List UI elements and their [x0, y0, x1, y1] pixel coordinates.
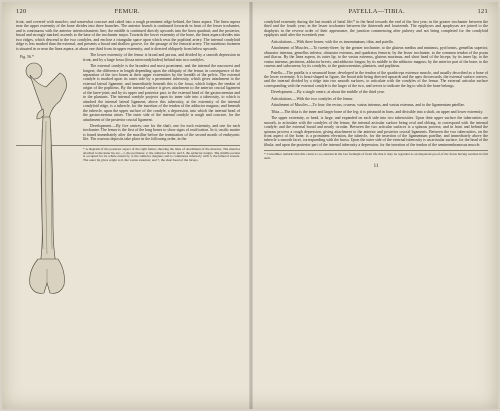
left-paragraph-2: The lower extremity of the femur is broad and porous, and divided by a smooth depression in front, and by a large fossa (fossa intercondyloidea) behind into two condyles. — [83, 52, 240, 62]
right-paragraph-1: condyloid extremity during the last month of fœtal life;* in the head towards the end of the first year; in the greater trochanter between the third and the fourth year; in the lesser trochanter between the thirteenth and fourteenth. The epiphyses and apophyses are joined to the diaphysis in the reverse order of their appearance, the junction commencing after puberty and not being completed for the condyloid epiphysis until after the twentieth year. — [264, 19, 488, 38]
right-footnote: * Cruveilhier remarks that this centre is so constant in the last fortnight of fœtal life that it may be regarded as an important proof of the fœtus having reached its full term. — [264, 152, 488, 161]
left-page — [16, 8, 240, 403]
left-page-number: 120 — [16, 8, 27, 15]
right-paragraph-9: The upper extremity, or head, is large, and expanded on each side into two tuberosities. Upon their upper surface the tuberosities are smooth, to articulate with the condyles of the femur; the internal articular surface being oval and oblong, to correspond with the internal condyle; and the external broad and nearly circular. Between the two articular surfaces is a spinous process; and in front and behind the spinous process a rough depression, giving attachment to the anterior and posterior crucial ligaments. Between the two tuberosities, on the front aspect of the bone, is a prominent elevation, the tubercle, for the insertion of the ligamentum patellae, and immediately above the tubercle a smooth facet, corresponding with the bursa. Upon the outer side of the external tuberosity is an articular surface, for the head of the fibula; and upon the posterior part of the internal tuberosity a depression, for the insertion of the tendon of the semimembranosus muscle. — [264, 115, 488, 147]
left-paragraph-3: The external condyle is the broadest and most prominent, and the internal the narrowest and longest; the difference in length depending upon the obliquity of the femur, in consequence of the separation of the two bones at their upper extremities by the breadth of the pelvis. The external condyle is marked upon its outer side by a prominent tuberosity, which gives attachment to the external lateral ligament; and immediately beneath this is the fossa, which lodges the tendon of origin of the popliteus. By the internal surface it gives attachment to the anterior crucial ligament of the knee-joint; and by its upper and posterior part, to the external head of the gastrocnemius and to the plantaris. The internal condyle projects upon its inner side into a tuberosity, to which is attached the internal lateral ligament; above this tuberosity, at the extremity of the internal condyloid ridge, is a tubercle, for the insertion of the tendon of the adductor magnus; and beneath the tubercle, upon the upper surface of the condyle, a depression, into which the internal head of the gastrocnemius arises. The outer side of the internal condyle is rough and concave, for the attachment of the posterior crucial ligament. — [83, 63, 240, 122]
femur-figure — [16, 55, 78, 305]
book-gutter — [249, 2, 253, 409]
right-running-head — [264, 8, 488, 17]
book-spread — [2, 2, 498, 409]
right-paragraph-8: Tibia.—The tibia is the inner and larger bone of the leg; it is prismoid in form, and divisible into a shaft, an upper and lower extremity. — [271, 108, 484, 114]
right-paragraph-3: Attachment of Muscles.—To twenty-three; by the greater trochanter, to the gluteus medius and minimus, pyriformis, gemellus superior, obturator internus, gemellus inferior, obturator externus, and quadratus femoris; by the lesser trochanter, to the common tendon of the psoas and iliacus. By the linea aspera, its outer lip, to the vastus externus, gluteus maximus, and short head of the biceps; by its inner lip, to the vastus internus, pectineus, adductor brevis, and adductor longus; by its middle to the adductor magnus; by the anterior part of the bone, to the crureus and subcrureus; by its condyles, to the gastrocnemius, plantaris, and popliteus. — [264, 45, 488, 69]
right-page-number: 121 — [477, 8, 488, 15]
left-paragraph-1: front, and covered with muscles; and somewhat concave and raked into a rough prominent ridge behind, the linea aspera. The linea aspera near the upper extremity of the bone divides into three branches. The anterior branch is continued forwards in front of the lesser trochanter, and is continuous with the anterior intertrochanteric line; the middle is continued directly upwards into the linea quadrati; and the posterior, broad and strongly marked, ascends to the base of the trochanter major. Towards the lower extremity of the bone, the linea aspera divides into two ridges, which descend to the two condyles, and enclose a triangular space upon which rests the popliteal artery. The internal condyloid ridge is less marked than the external, and presents a broad and shallow groove, for the passage of the femoral artery. The nutritious foramen is situated in or near the linea aspera, at about one third from its upper extremity, and is directed obliquely from below upwards. — [16, 19, 240, 51]
right-page — [264, 8, 488, 403]
left-running-head — [16, 8, 240, 17]
figure-label: Fig. 56.* — [20, 55, 34, 60]
right-paragraph-4: Patella.—The patella is a sesamoid bone, developed in the tendon of the quadriceps extensor muscle, and usually described as a bone of the lower extremity. It is heart-shaped in figure, the broad side being directed upwards and the apex downwards, the external surface convex, and the internal divided by a ridge into two smooth surfaces, to articulate with the condyles of the femur. The external articular surface corresponding with the external condyle is the larger of the two, and serves to indicate the leg to which the bone belongs. — [264, 69, 488, 88]
right-page-title: PATELLA—TIBIA. — [348, 8, 405, 15]
left-paragraph-4: Development.—By five centres; one for the shaft, one for each extremity, and one for each trochanter. The femur is the first of the long bones to show signs of ossification. In it, ossific matter is found immediately after the maxillae before the termination of the second month of embryonic life. The osseous deposits take place in the following order, in the — [83, 122, 240, 142]
right-paragraph-5: Development.—By a single centre, at about the middle of the third year. — [271, 89, 385, 95]
left-footnote: * A diagram of the posterior aspect of the right femur, showing the lines of attachment of the muscles. The muscles attached to the inner lip are—1, the pectineus; 2, the adductor brevis; and 3, the adductor longus. The middle portion is occupied for its whole extent by 4, the adductor magnus; and is continuous inferiorly with 5, the femoral vessels. The outer lip gives origin to 6, the vastus externus; and 7, the short head of the biceps. — [16, 145, 240, 163]
right-paragraph-2: Articulations.—With three bones; with the os innominatum, tibia, and patella. — [271, 38, 394, 44]
right-paragraph-7: Attachment of Muscles.—To four: the rectus, crureus, vastus internus, and vastus externus, and to the ligamentum patellae. — [271, 102, 465, 108]
femur-bone-illustration — [16, 59, 78, 303]
printer-signature: 11 — [373, 164, 379, 170]
left-page-title: FEMUR. — [114, 8, 140, 15]
right-paragraph-6: Articulations.—With the two condyles of the femur. — [271, 95, 354, 101]
